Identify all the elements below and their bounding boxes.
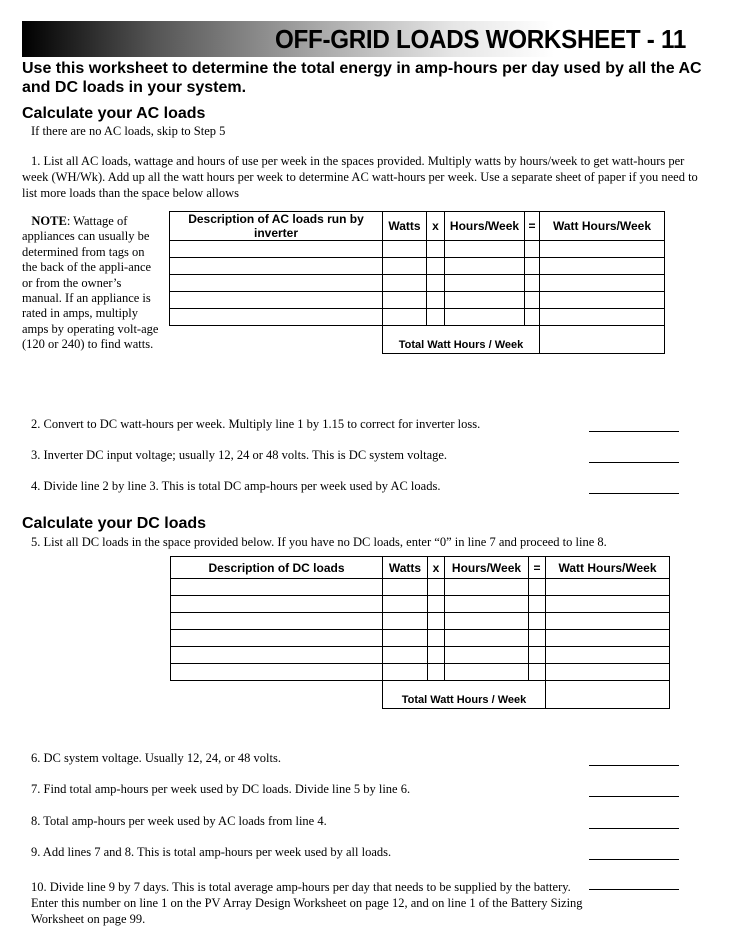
step-5-instructions: 5. List all DC loads in the space provided below. If you have no DC loads, enter “0” in line 7 and proceed to line 8. <box>31 535 607 549</box>
ac-section-heading: Calculate your AC loads <box>22 105 206 122</box>
ac-table-row <box>170 258 665 275</box>
dc-hours-cell[interactable] <box>445 613 529 630</box>
ac-hours-cell[interactable] <box>445 309 525 326</box>
ac-table-row <box>170 275 665 292</box>
dc-multiply-cell <box>428 579 445 596</box>
ac-watt-hours-cell[interactable] <box>540 258 665 275</box>
ac-hours-cell[interactable] <box>445 292 525 309</box>
step-8-answer-field[interactable] <box>589 827 679 829</box>
dc-description-cell[interactable] <box>171 579 383 596</box>
ac-watts-cell[interactable] <box>383 275 427 292</box>
ac-col-hours-week: Hours/Week <box>445 212 525 241</box>
dc-description-cell[interactable] <box>171 596 383 613</box>
dc-total-watt-hours-field[interactable] <box>546 681 670 709</box>
dc-multiply-cell <box>428 596 445 613</box>
ac-multiply-cell <box>427 241 445 258</box>
dc-multiply-cell <box>428 613 445 630</box>
dc-hours-cell[interactable] <box>445 630 529 647</box>
ac-watts-cell[interactable] <box>383 258 427 275</box>
note-text: : Wattage of appliances can usually be determined from tags on the back of the appli-ance or from the owner’s manual. If an appliance is rated in amps, multiply amps by operating volt-age (120 or 240) to find watts. <box>22 214 159 352</box>
dc-table-row <box>171 579 670 596</box>
ac-multiply-cell <box>427 309 445 326</box>
step-8-text: 8. Total amp-hours per week used by AC loads from line 4. <box>31 814 327 828</box>
dc-multiply-cell <box>428 647 445 664</box>
note-label: NOTE <box>31 214 67 228</box>
page-title: OFF-GRID LOADS WORKSHEET - 11 <box>274 24 686 54</box>
step-7-answer-field[interactable] <box>589 795 679 797</box>
step-2-answer-field[interactable] <box>589 430 679 432</box>
dc-watt-hours-cell[interactable] <box>546 596 670 613</box>
dc-watts-cell[interactable] <box>383 579 428 596</box>
dc-watts-cell[interactable] <box>383 630 428 647</box>
dc-section-heading: Calculate your DC loads <box>22 515 207 532</box>
ac-skip-note: If there are no AC loads, skip to Step 5 <box>31 124 226 138</box>
ac-table-row <box>170 309 665 326</box>
dc-table-row <box>171 664 670 681</box>
ac-col-multiply: x <box>427 212 445 241</box>
ac-description-cell[interactable] <box>170 275 383 292</box>
step-10 <box>31 879 711 927</box>
ac-watts-cell[interactable] <box>383 241 427 258</box>
dc-table-row <box>171 630 670 647</box>
step-9-answer-field[interactable] <box>589 858 679 860</box>
dc-col-description: Description of DC loads <box>171 557 383 579</box>
step-10-text: 10. Divide line 9 by 7 days. This is total average amp-hours per day that needs to be supplied by the battery. <box>31 880 571 894</box>
step-1-instructions: 1. List all AC loads, wattage and hours of use per week in the spaces provided. Multiply watts by hours/week to get watt-hours per week (WH/Wk). Add up all the watt hours per week to determine AC watt-hours per week. Use a separate sheet of paper if you need to list more loads than the space below allows <box>22 154 698 200</box>
step-9-text: 9. Add lines 7 and 8. This is total amp-hours per week used by all loads. <box>31 845 392 859</box>
ac-total-label: Total Watt Hours / Week <box>383 326 540 354</box>
wattage-note <box>22 214 162 353</box>
ac-multiply-cell <box>427 275 445 292</box>
dc-hours-cell[interactable] <box>445 647 529 664</box>
dc-equals-cell <box>529 647 546 664</box>
ac-watt-hours-cell[interactable] <box>540 275 665 292</box>
ac-description-cell[interactable] <box>170 309 383 326</box>
ac-hours-cell[interactable] <box>445 258 525 275</box>
ac-col-watts: Watts <box>383 212 427 241</box>
ac-total-watt-hours-field[interactable] <box>540 326 665 354</box>
dc-total-label: Total Watt Hours / Week <box>383 681 546 709</box>
ac-table-row <box>170 241 665 258</box>
step-4-answer-field[interactable] <box>589 492 679 494</box>
dc-watt-hours-cell[interactable] <box>546 630 670 647</box>
step-10-followup: Enter this number on line 1 on the PV Array Design Worksheet on page 12, and on line 1 of the Battery Sizing Worksheet on page 99. <box>31 896 583 926</box>
ac-watt-hours-cell[interactable] <box>540 241 665 258</box>
ac-table-row <box>170 292 665 309</box>
dc-col-equals: = <box>529 557 546 579</box>
dc-equals-cell <box>529 664 546 681</box>
ac-col-watt-hours-week: Watt Hours/Week <box>540 212 665 241</box>
ac-watts-cell[interactable] <box>383 292 427 309</box>
step-10-answer-field[interactable] <box>589 889 679 890</box>
ac-col-description: Description of AC loads run by inverter <box>170 212 383 241</box>
ac-watt-hours-cell[interactable] <box>540 292 665 309</box>
dc-total-row <box>171 681 670 709</box>
step-6-text: 6. DC system voltage. Usually 12, 24, or 48 volts. <box>31 751 281 765</box>
dc-equals-cell <box>529 630 546 647</box>
dc-description-cell[interactable] <box>171 613 383 630</box>
ac-description-cell[interactable] <box>170 292 383 309</box>
dc-watts-cell[interactable] <box>383 647 428 664</box>
dc-description-cell[interactable] <box>171 664 383 681</box>
dc-equals-cell <box>529 596 546 613</box>
step-3-answer-field[interactable] <box>589 461 679 463</box>
ac-watts-cell[interactable] <box>383 309 427 326</box>
ac-equals-cell <box>525 309 540 326</box>
dc-hours-cell[interactable] <box>445 664 529 681</box>
ac-table-header-row <box>170 212 665 241</box>
ac-loads-table <box>169 211 665 354</box>
dc-col-watts: Watts <box>383 557 428 579</box>
ac-hours-cell[interactable] <box>445 275 525 292</box>
ac-multiply-cell <box>427 258 445 275</box>
dc-col-multiply: x <box>428 557 445 579</box>
dc-hours-cell[interactable] <box>445 579 529 596</box>
ac-watt-hours-cell[interactable] <box>540 309 665 326</box>
step-7-text: 7. Find total amp-hours per week used by DC loads. Divide line 5 by line 6. <box>31 782 411 796</box>
dc-table-row <box>171 613 670 630</box>
ac-total-spacer <box>170 326 383 354</box>
intro-text: Use this worksheet to determine the total energy in amp-hours per day used by all the AC and DC loads in your system. <box>22 60 702 96</box>
dc-watts-cell[interactable] <box>383 613 428 630</box>
ac-hours-cell[interactable] <box>445 241 525 258</box>
dc-watt-hours-cell[interactable] <box>546 647 670 664</box>
dc-multiply-cell <box>428 630 445 647</box>
dc-table-header-row <box>171 557 670 579</box>
dc-description-cell[interactable] <box>171 647 383 664</box>
ac-equals-cell <box>525 292 540 309</box>
dc-watts-cell[interactable] <box>383 596 428 613</box>
ac-total-row <box>170 326 665 354</box>
dc-col-hours-week: Hours/Week <box>445 557 529 579</box>
dc-hours-cell[interactable] <box>445 596 529 613</box>
step-2-text: 2. Convert to DC watt-hours per week. Multiply line 1 by 1.15 to correct for inverter loss. <box>31 417 481 431</box>
ac-equals-cell <box>525 275 540 292</box>
dc-watt-hours-cell[interactable] <box>546 613 670 630</box>
ac-equals-cell <box>525 258 540 275</box>
dc-total-spacer <box>171 681 383 709</box>
dc-watts-cell[interactable] <box>383 664 428 681</box>
dc-col-watt-hours-week: Watt Hours/Week <box>546 557 670 579</box>
dc-table-row <box>171 647 670 664</box>
ac-col-equals: = <box>525 212 540 241</box>
ac-description-cell[interactable] <box>170 258 383 275</box>
dc-equals-cell <box>529 579 546 596</box>
ac-multiply-cell <box>427 292 445 309</box>
dc-multiply-cell <box>428 664 445 681</box>
step-6-answer-field[interactable] <box>589 764 679 766</box>
dc-watt-hours-cell[interactable] <box>546 664 670 681</box>
dc-loads-table <box>170 556 670 709</box>
step-3-text: 3. Inverter DC input voltage; usually 12, 24 or 48 volts. This is DC system voltage. <box>31 448 448 462</box>
ac-description-cell[interactable] <box>170 241 383 258</box>
dc-watt-hours-cell[interactable] <box>546 579 670 596</box>
step-4-text: 4. Divide line 2 by line 3. This is total DC amp-hours per week used by AC loads. <box>31 479 441 493</box>
dc-description-cell[interactable] <box>171 630 383 647</box>
ac-equals-cell <box>525 241 540 258</box>
dc-equals-cell <box>529 613 546 630</box>
dc-table-row <box>171 596 670 613</box>
